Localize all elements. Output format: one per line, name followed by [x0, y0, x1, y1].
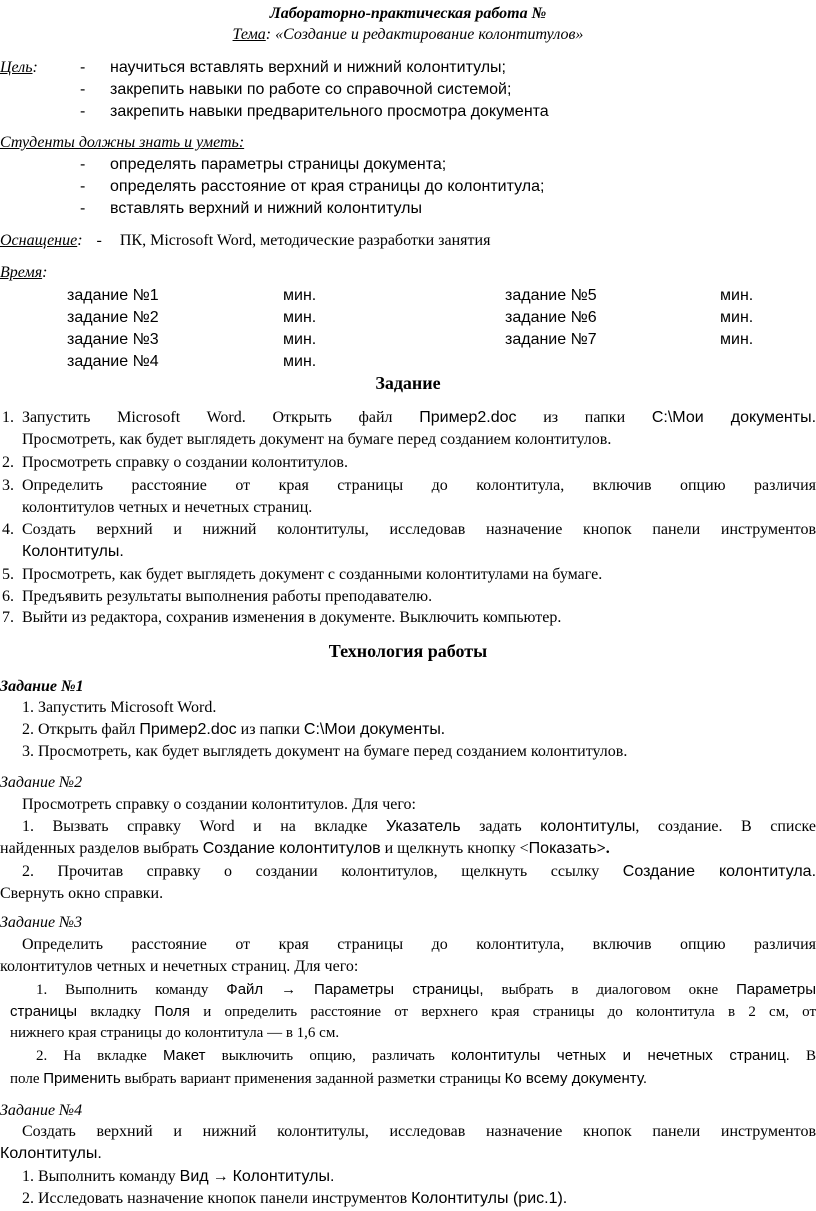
- time-label: Время: [0, 264, 43, 281]
- assignment-item-3-cont: колонтитулов четных и нечетных страниц.: [22, 499, 313, 516]
- time-unit: мин.: [720, 287, 754, 304]
- task2-title: Задание №2: [0, 774, 83, 791]
- time-label-wrap: Время:: [0, 264, 48, 281]
- skills-item: - определять расстояние от края страницы до колонтитула;: [80, 178, 545, 195]
- time-unit: мин.: [283, 331, 317, 348]
- task4-intro-cont: Колонтитулы.: [0, 1145, 102, 1162]
- document-subtitle: [0, 24, 816, 45]
- time-unit: мин.: [283, 353, 317, 370]
- time-task: задание №4: [67, 353, 159, 370]
- goal-item: - научиться вставлять верхний и нижний колонтитулы;: [80, 59, 506, 76]
- assignment-item-2: Просмотреть справку о создании колонтитулов.: [22, 454, 348, 471]
- skills-item: - вставлять верхний и нижний колонтитулы: [80, 200, 422, 217]
- goal-item: - закрепить навыки по работе со справочной системой;: [80, 81, 512, 98]
- task1-step: 2. Открыть файл Пример2.doc из папки C:\Мои документы.: [22, 721, 445, 738]
- skills-item: - определять параметры страницы документа;: [80, 156, 447, 173]
- task3-intro-cont: колонтитулов четных и нечетных страниц. Для чего:: [0, 958, 359, 975]
- time-task: задание №5: [505, 287, 597, 304]
- assignment-item-1-cont: Просмотреть, как будет выглядеть документ на бумаге перед созданием колонтитулов.: [22, 431, 612, 448]
- task3-step: 2. На вкладке Макет выключить опцию, различать колонтитулы четных и нечетных страниц. В: [36, 1047, 816, 1064]
- time-unit: мин.: [720, 331, 754, 348]
- list-number: 2.: [2, 454, 14, 471]
- task4-title: Задание №4: [0, 1102, 83, 1119]
- task2-step-cont: Свернуть окно справки.: [0, 885, 164, 902]
- task3-step-cont: поле Применить выбрать вариант применения заданной разметки страницы Ко всему документу.: [10, 1070, 648, 1087]
- task1-title: Задание №1: [0, 678, 84, 695]
- assignment-heading: Задание: [375, 373, 441, 393]
- list-number: 1.: [2, 409, 14, 426]
- task4-intro: Создать верхний и нижний колонтитулы, исследовав назначение кнопок панели инструментов: [22, 1123, 816, 1140]
- time-task: задание №7: [505, 331, 597, 348]
- assignment-item-7: Выйти из редактора, сохранив изменения в документе. Выключить компьютер.: [22, 609, 562, 626]
- task2-step: 2. Прочитав справку о создании колонтитулов, щелкнуть ссылку Создание колонтитула.: [22, 863, 816, 880]
- assignment-item-3: Определить расстояние от края страницы до колонтитула, включив опцию различия: [22, 477, 816, 494]
- time-task: задание №6: [505, 309, 597, 326]
- task4-step: 2. Исследовать назначение кнопок панели инструментов Колонтитулы (рис.1).: [22, 1190, 568, 1207]
- task2-step-cont: найденных разделов выбрать Создание колонтитулов и щелкнуть кнопку <Показать>.: [0, 840, 610, 857]
- assignment-item-1: Запустить Microsoft Word. Открыть файл Пример2.doc из папки C:\Мои документы.: [22, 409, 816, 426]
- task3-title: Задание №3: [0, 914, 83, 931]
- goal-label-wrap: Цель:: [0, 59, 38, 76]
- time-unit: мин.: [283, 287, 317, 304]
- task4-step: 1. Выполнить команду Вид → Колонтитулы.: [22, 1168, 335, 1185]
- assignment-item-4: Создать верхний и нижний колонтитулы, исследовав назначение кнопок панели инструментов: [22, 521, 816, 538]
- task2-step: 1. Вызвать справку Word и на вкладке Указатель задать колонтитулы, создание. В списке: [22, 818, 816, 835]
- task3-step-cont: страницы вкладку Поля и определить расстояние от верхнего края страницы до колонтитула в 2 см, от: [10, 1003, 816, 1020]
- document-title: Лабораторно-практическая работа №: [269, 5, 547, 22]
- assignment-item-5: Просмотреть, как будет выглядеть документ с созданными колонтитулами на бумаге.: [22, 566, 603, 583]
- task3-step-cont: нижнего края страницы до колонтитула — в 1,6 см.: [10, 1025, 340, 1041]
- task1-step: 1. Запустить Microsoft Word.: [22, 699, 217, 716]
- task1-step: 3. Просмотреть, как будет выглядеть документ на бумаге перед созданием колонтитулов.: [22, 743, 628, 760]
- equipment-label: Оснащение: [0, 232, 78, 249]
- goal-item: - закрепить навыки предварительного просмотра документа: [80, 103, 549, 120]
- task2-intro: Просмотреть справку о создании колонтитулов. Для чего:: [22, 796, 416, 813]
- list-number: 5.: [2, 566, 14, 583]
- list-number: 3.: [2, 477, 14, 494]
- equipment-text: ПК, Microsoft Word, методические разработки занятия: [119, 232, 491, 249]
- subtitle-label: Тема: [232, 26, 266, 43]
- task3-intro: Определить расстояние от края страницы до колонтитула, включив опцию различия: [22, 936, 816, 953]
- time-task: задание №3: [67, 331, 159, 348]
- time-task: задание №2: [67, 309, 159, 326]
- subtitle-text: : «Создание и редактирование колонтитулов»: [265, 26, 584, 43]
- assignment-item-4-cont: Колонтитулы.: [22, 543, 124, 560]
- list-number: 4.: [2, 521, 14, 538]
- task3-step: 1. Выполнить команду Файл → Параметры страницы, выбрать в диалоговом окне Параметры: [36, 981, 816, 998]
- time-unit: мин.: [720, 309, 754, 326]
- technology-heading: Технология работы: [328, 641, 488, 661]
- assignment-item-6: Предъявить результаты выполнения работы преподавателю.: [22, 588, 433, 605]
- goal-label: Цель: [0, 59, 33, 76]
- time-task: задание №1: [67, 287, 159, 304]
- skills-label: Студенты должны знать и уметь:: [0, 134, 245, 151]
- list-number: 6.: [2, 588, 14, 605]
- time-unit: мин.: [283, 309, 317, 326]
- equipment-line: Оснащение: - ПК, Microsoft Word, методические разработки занятия: [0, 232, 491, 249]
- list-number: 7.: [2, 609, 14, 626]
